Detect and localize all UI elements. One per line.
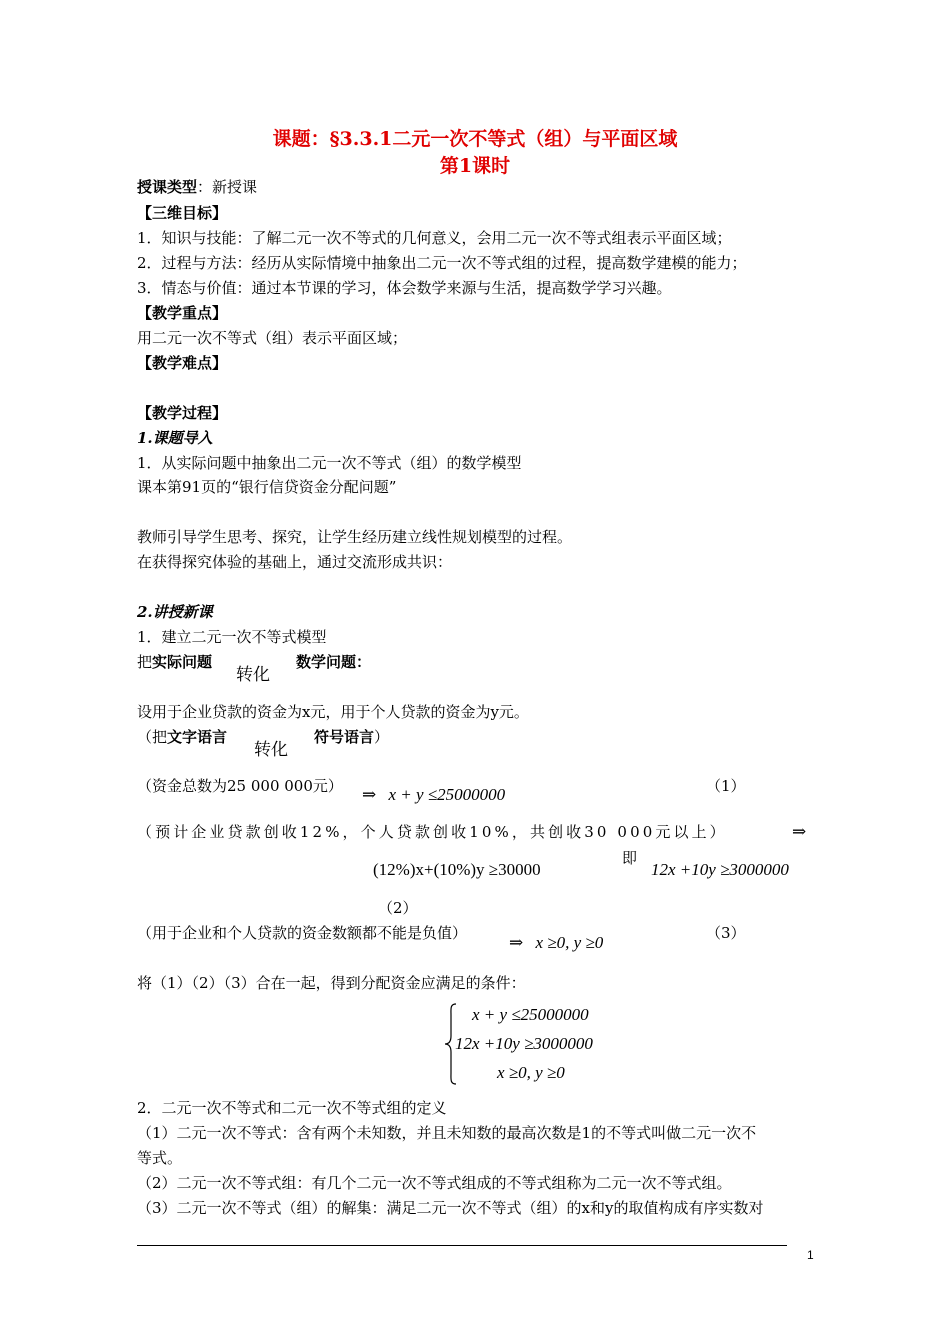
- condition-3-number: （3）: [706, 924, 746, 942]
- definition-2: （2）二元一次不等式组：有几个二元一次不等式组成的不等式组称为二元一次不等式组。: [137, 1174, 732, 1192]
- difficulty-heading: 【教学难点】: [137, 354, 228, 372]
- convert-target: [314, 727, 389, 747]
- system-row-3: x ≥0, y ≥0: [497, 1063, 565, 1082]
- definition-1-cont: 等式。: [137, 1149, 183, 1167]
- condition-1-expr: x + y ≤25000000: [388, 785, 506, 804]
- lesson-type-colon: ：: [197, 178, 213, 196]
- condition-3-expr: x ≥0, y ≥0: [535, 933, 604, 952]
- condition-2-number: （2）: [378, 899, 418, 917]
- convert-target: [296, 652, 371, 672]
- convert-line-1: [137, 652, 212, 672]
- convert-pre: 把: [137, 653, 153, 671]
- process-heading: 【教学过程】: [137, 404, 228, 422]
- footer-divider: [137, 1245, 787, 1246]
- section-1-line: 课本第91页的“银行信贷资金分配问题”: [137, 478, 397, 496]
- implies-arrow: ⇒: [792, 822, 807, 841]
- page-subtitle: 第1课时: [439, 155, 511, 177]
- goal-item: 3．情态与价值：通过本节课的学习，体会数学来源与生活，提高数学学习兴趣。: [137, 279, 672, 297]
- convert-line-2: [137, 727, 227, 747]
- implies-arrow: ⇒: [362, 785, 377, 804]
- key-point-text: 用二元一次不等式（组）表示平面区域；: [137, 329, 408, 347]
- convert-source: 文字语言: [167, 728, 228, 746]
- lesson-type-label: 授课类型: [137, 178, 198, 196]
- setup-line: 设用于企业贷款的资金为x元，用于个人贷款的资金为y元。: [137, 703, 529, 721]
- section-1-line: 1．从实际问题中抽象出二元一次不等式（组）的数学模型: [137, 454, 522, 472]
- definition-3: （3）二元一次不等式（组）的解集：满足二元一次不等式（组）的x和y的取值构成有序实数对: [137, 1199, 764, 1217]
- convert-post: ）: [374, 728, 390, 746]
- goal-item: 1．知识与技能：了解二元一次不等式的几何意义，会用二元一次不等式组表示平面区域；: [137, 229, 732, 247]
- implies-arrow: ⇒: [509, 933, 524, 952]
- definition-1: （1）二元一次不等式：含有两个未知数，并且未知数的最高次数是1的不等式叫做二元一次不: [137, 1124, 757, 1142]
- section-1-line: 教师引导学生思考、探究，让学生经历建立线性规划模型的过程。: [137, 528, 573, 546]
- section-1-line: 在获得探究体验的基础上，通过交流形成共识：: [137, 553, 453, 571]
- system-row-1: x + y ≤25000000: [472, 1005, 589, 1024]
- condition-2-expr-a: (12%)x+(10%)y ≥30000: [373, 860, 541, 879]
- convert-post: ：: [356, 653, 372, 671]
- goals-heading: 【三维目标】: [137, 204, 228, 222]
- convert-pre: （把: [137, 728, 168, 746]
- section-2-title: 2.讲授新课: [137, 603, 213, 621]
- combine-line: 将（1）（2）（3）合在一起，得到分配资金应满足的条件：: [137, 974, 526, 992]
- condition-2-ji: 即: [622, 849, 638, 867]
- condition-1-text: （资金总数为25 000 000元）: [137, 777, 343, 795]
- convert-source: 实际问题: [152, 653, 213, 671]
- convert-target-text: 符号语言: [314, 728, 375, 746]
- condition-1-math: [362, 785, 505, 805]
- condition-2-expr-b: 12x +10y ≥3000000: [651, 860, 789, 879]
- condition-3-text: （用于企业和个人贷款的资金数额都不能是负值）: [137, 924, 468, 942]
- condition-3-math: [509, 933, 603, 953]
- key-point-heading: 【教学重点】: [137, 304, 228, 322]
- page-number: 1: [807, 1248, 814, 1262]
- convert-target-text: 数学问题: [296, 653, 357, 671]
- convert-arrow-label: 转化: [236, 665, 270, 685]
- condition-1-number: （1）: [706, 777, 746, 795]
- lesson-type-value: 新授课: [212, 178, 258, 196]
- lesson-type: [137, 177, 257, 197]
- section-2-line: 1．建立二元一次不等式模型: [137, 628, 327, 646]
- section-1-title: 1.课题导入: [137, 429, 213, 447]
- definition-title: 2．二元一次不等式和二元一次不等式组的定义: [137, 1099, 447, 1117]
- convert-arrow-label: 转化: [254, 740, 288, 760]
- goal-item: 2．过程与方法：经历从实际情境中抽象出二元一次不等式组的过程，提高数学建模的能力；: [137, 254, 747, 272]
- condition-2-text: （预计企业贷款创收12%，个人贷款创收10%，共创收30 000元以上）: [137, 823, 728, 841]
- page-title: 课题：§3.3.1二元一次不等式（组）与平面区域: [272, 128, 678, 150]
- system-row-2: 12x +10y ≥3000000: [455, 1034, 593, 1053]
